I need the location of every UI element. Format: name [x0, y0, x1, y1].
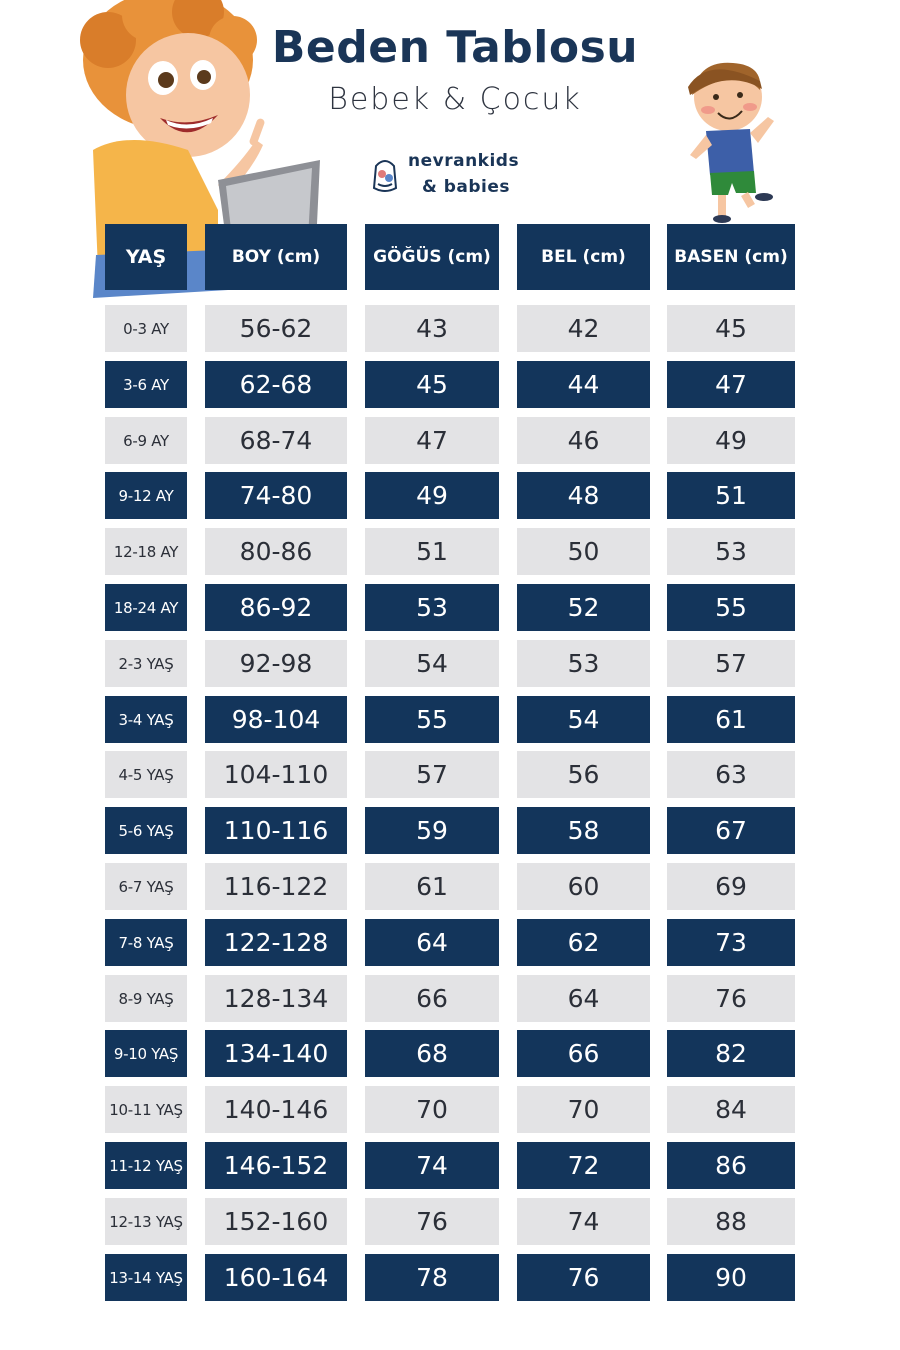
table-cell-boy: 116-122	[205, 863, 347, 910]
table-cell-age: 4-5 YAŞ	[105, 751, 187, 798]
table-cell-age: 2-3 YAŞ	[105, 640, 187, 687]
table-cell-basen: 67	[667, 807, 795, 854]
table-cell-age: 12-13 YAŞ	[105, 1198, 187, 1245]
table-cell-boy: 86-92	[205, 584, 347, 631]
table-cell-gogus: 45	[365, 361, 499, 408]
table-cell-basen: 57	[667, 640, 795, 687]
table-cell-boy: 128-134	[205, 975, 347, 1022]
table-cell-basen: 47	[667, 361, 795, 408]
table-cell-gogus: 70	[365, 1086, 499, 1133]
table-cell-gogus: 49	[365, 472, 499, 519]
table-cell-basen: 82	[667, 1030, 795, 1077]
table-cell-age: 5-6 YAŞ	[105, 807, 187, 854]
happy-boy-illustration	[668, 55, 808, 225]
table-cell-age: 3-4 YAŞ	[105, 696, 187, 743]
table-cell-basen: 90	[667, 1254, 795, 1301]
table-cell-gogus: 53	[365, 584, 499, 631]
brand-name: nevrankids	[408, 151, 520, 171]
table-cell-age: 7-8 YAŞ	[105, 919, 187, 966]
table-cell-basen: 86	[667, 1142, 795, 1189]
brand	[370, 148, 519, 200]
table-cell-gogus: 74	[365, 1142, 499, 1189]
table-cell-bel: 50	[517, 528, 650, 575]
table-cell-age: 10-11 YAŞ	[105, 1086, 187, 1133]
table-cell-bel: 42	[517, 305, 650, 352]
brand-tagline: & babies	[422, 177, 511, 197]
table-cell-bel: 53	[517, 640, 650, 687]
table-cell-boy: 134-140	[205, 1030, 347, 1077]
table-cell-boy: 56-62	[205, 305, 347, 352]
table-cell-gogus: 47	[365, 417, 499, 464]
table-cell-bel: 58	[517, 807, 650, 854]
table-cell-bel: 52	[517, 584, 650, 631]
table-cell-basen: 88	[667, 1198, 795, 1245]
table-cell-boy: 160-164	[205, 1254, 347, 1301]
table-cell-bel: 44	[517, 361, 650, 408]
table-cell-boy: 74-80	[205, 472, 347, 519]
table-cell-bel: 46	[517, 417, 650, 464]
table-cell-basen: 49	[667, 417, 795, 464]
table-cell-gogus: 68	[365, 1030, 499, 1077]
table-cell-basen: 69	[667, 863, 795, 910]
table-cell-basen: 45	[667, 305, 795, 352]
brand-logo-icon	[370, 154, 400, 194]
table-cell-gogus: 59	[365, 807, 499, 854]
column-header-age: YAŞ	[105, 224, 187, 290]
table-cell-boy: 140-146	[205, 1086, 347, 1133]
table-cell-bel: 74	[517, 1198, 650, 1245]
table-cell-bel: 60	[517, 863, 650, 910]
column-header-boy: BOY (cm)	[205, 224, 347, 290]
table-cell-boy: 146-152	[205, 1142, 347, 1189]
table-cell-gogus: 54	[365, 640, 499, 687]
table-cell-boy: 98-104	[205, 696, 347, 743]
table-cell-basen: 76	[667, 975, 795, 1022]
table-cell-bel: 66	[517, 1030, 650, 1077]
table-cell-age: 6-9 AY	[105, 417, 187, 464]
table-cell-basen: 53	[667, 528, 795, 575]
table-cell-age: 9-10 YAŞ	[105, 1030, 187, 1077]
table-cell-boy: 68-74	[205, 417, 347, 464]
table-cell-gogus: 76	[365, 1198, 499, 1245]
table-cell-basen: 51	[667, 472, 795, 519]
table-cell-basen: 84	[667, 1086, 795, 1133]
table-cell-gogus: 57	[365, 751, 499, 798]
table-cell-boy: 104-110	[205, 751, 347, 798]
table-cell-gogus: 66	[365, 975, 499, 1022]
table-cell-bel: 62	[517, 919, 650, 966]
table-cell-boy: 92-98	[205, 640, 347, 687]
table-cell-bel: 48	[517, 472, 650, 519]
table-cell-boy: 122-128	[205, 919, 347, 966]
page-title: Beden Tablosu	[271, 22, 639, 73]
table-cell-age: 18-24 AY	[105, 584, 187, 631]
table-cell-bel: 70	[517, 1086, 650, 1133]
table-cell-gogus: 43	[365, 305, 499, 352]
table-cell-bel: 56	[517, 751, 650, 798]
table-cell-gogus: 61	[365, 863, 499, 910]
table-cell-age: 11-12 YAŞ	[105, 1142, 187, 1189]
table-cell-age: 13-14 YAŞ	[105, 1254, 187, 1301]
table-cell-gogus: 51	[365, 528, 499, 575]
table-cell-age: 12-18 AY	[105, 528, 187, 575]
table-cell-age: 6-7 YAŞ	[105, 863, 187, 910]
table-cell-gogus: 55	[365, 696, 499, 743]
column-header-gogus: GÖĞÜS (cm)	[365, 224, 499, 290]
page-subtitle: Bebek & Çocuk	[328, 82, 582, 117]
table-cell-age: 3-6 AY	[105, 361, 187, 408]
table-cell-basen: 73	[667, 919, 795, 966]
column-header-basen: BASEN (cm)	[667, 224, 795, 290]
table-cell-bel: 64	[517, 975, 650, 1022]
table-cell-bel: 54	[517, 696, 650, 743]
table-cell-bel: 76	[517, 1254, 650, 1301]
table-cell-gogus: 64	[365, 919, 499, 966]
table-cell-boy: 152-160	[205, 1198, 347, 1245]
table-cell-age: 0-3 AY	[105, 305, 187, 352]
table-cell-boy: 62-68	[205, 361, 347, 408]
table-cell-basen: 63	[667, 751, 795, 798]
table-cell-boy: 110-116	[205, 807, 347, 854]
table-cell-bel: 72	[517, 1142, 650, 1189]
table-cell-basen: 61	[667, 696, 795, 743]
table-cell-gogus: 78	[365, 1254, 499, 1301]
table-cell-basen: 55	[667, 584, 795, 631]
table-cell-age: 9-12 AY	[105, 472, 187, 519]
column-header-bel: BEL (cm)	[517, 224, 650, 290]
table-cell-age: 8-9 YAŞ	[105, 975, 187, 1022]
table-cell-boy: 80-86	[205, 528, 347, 575]
